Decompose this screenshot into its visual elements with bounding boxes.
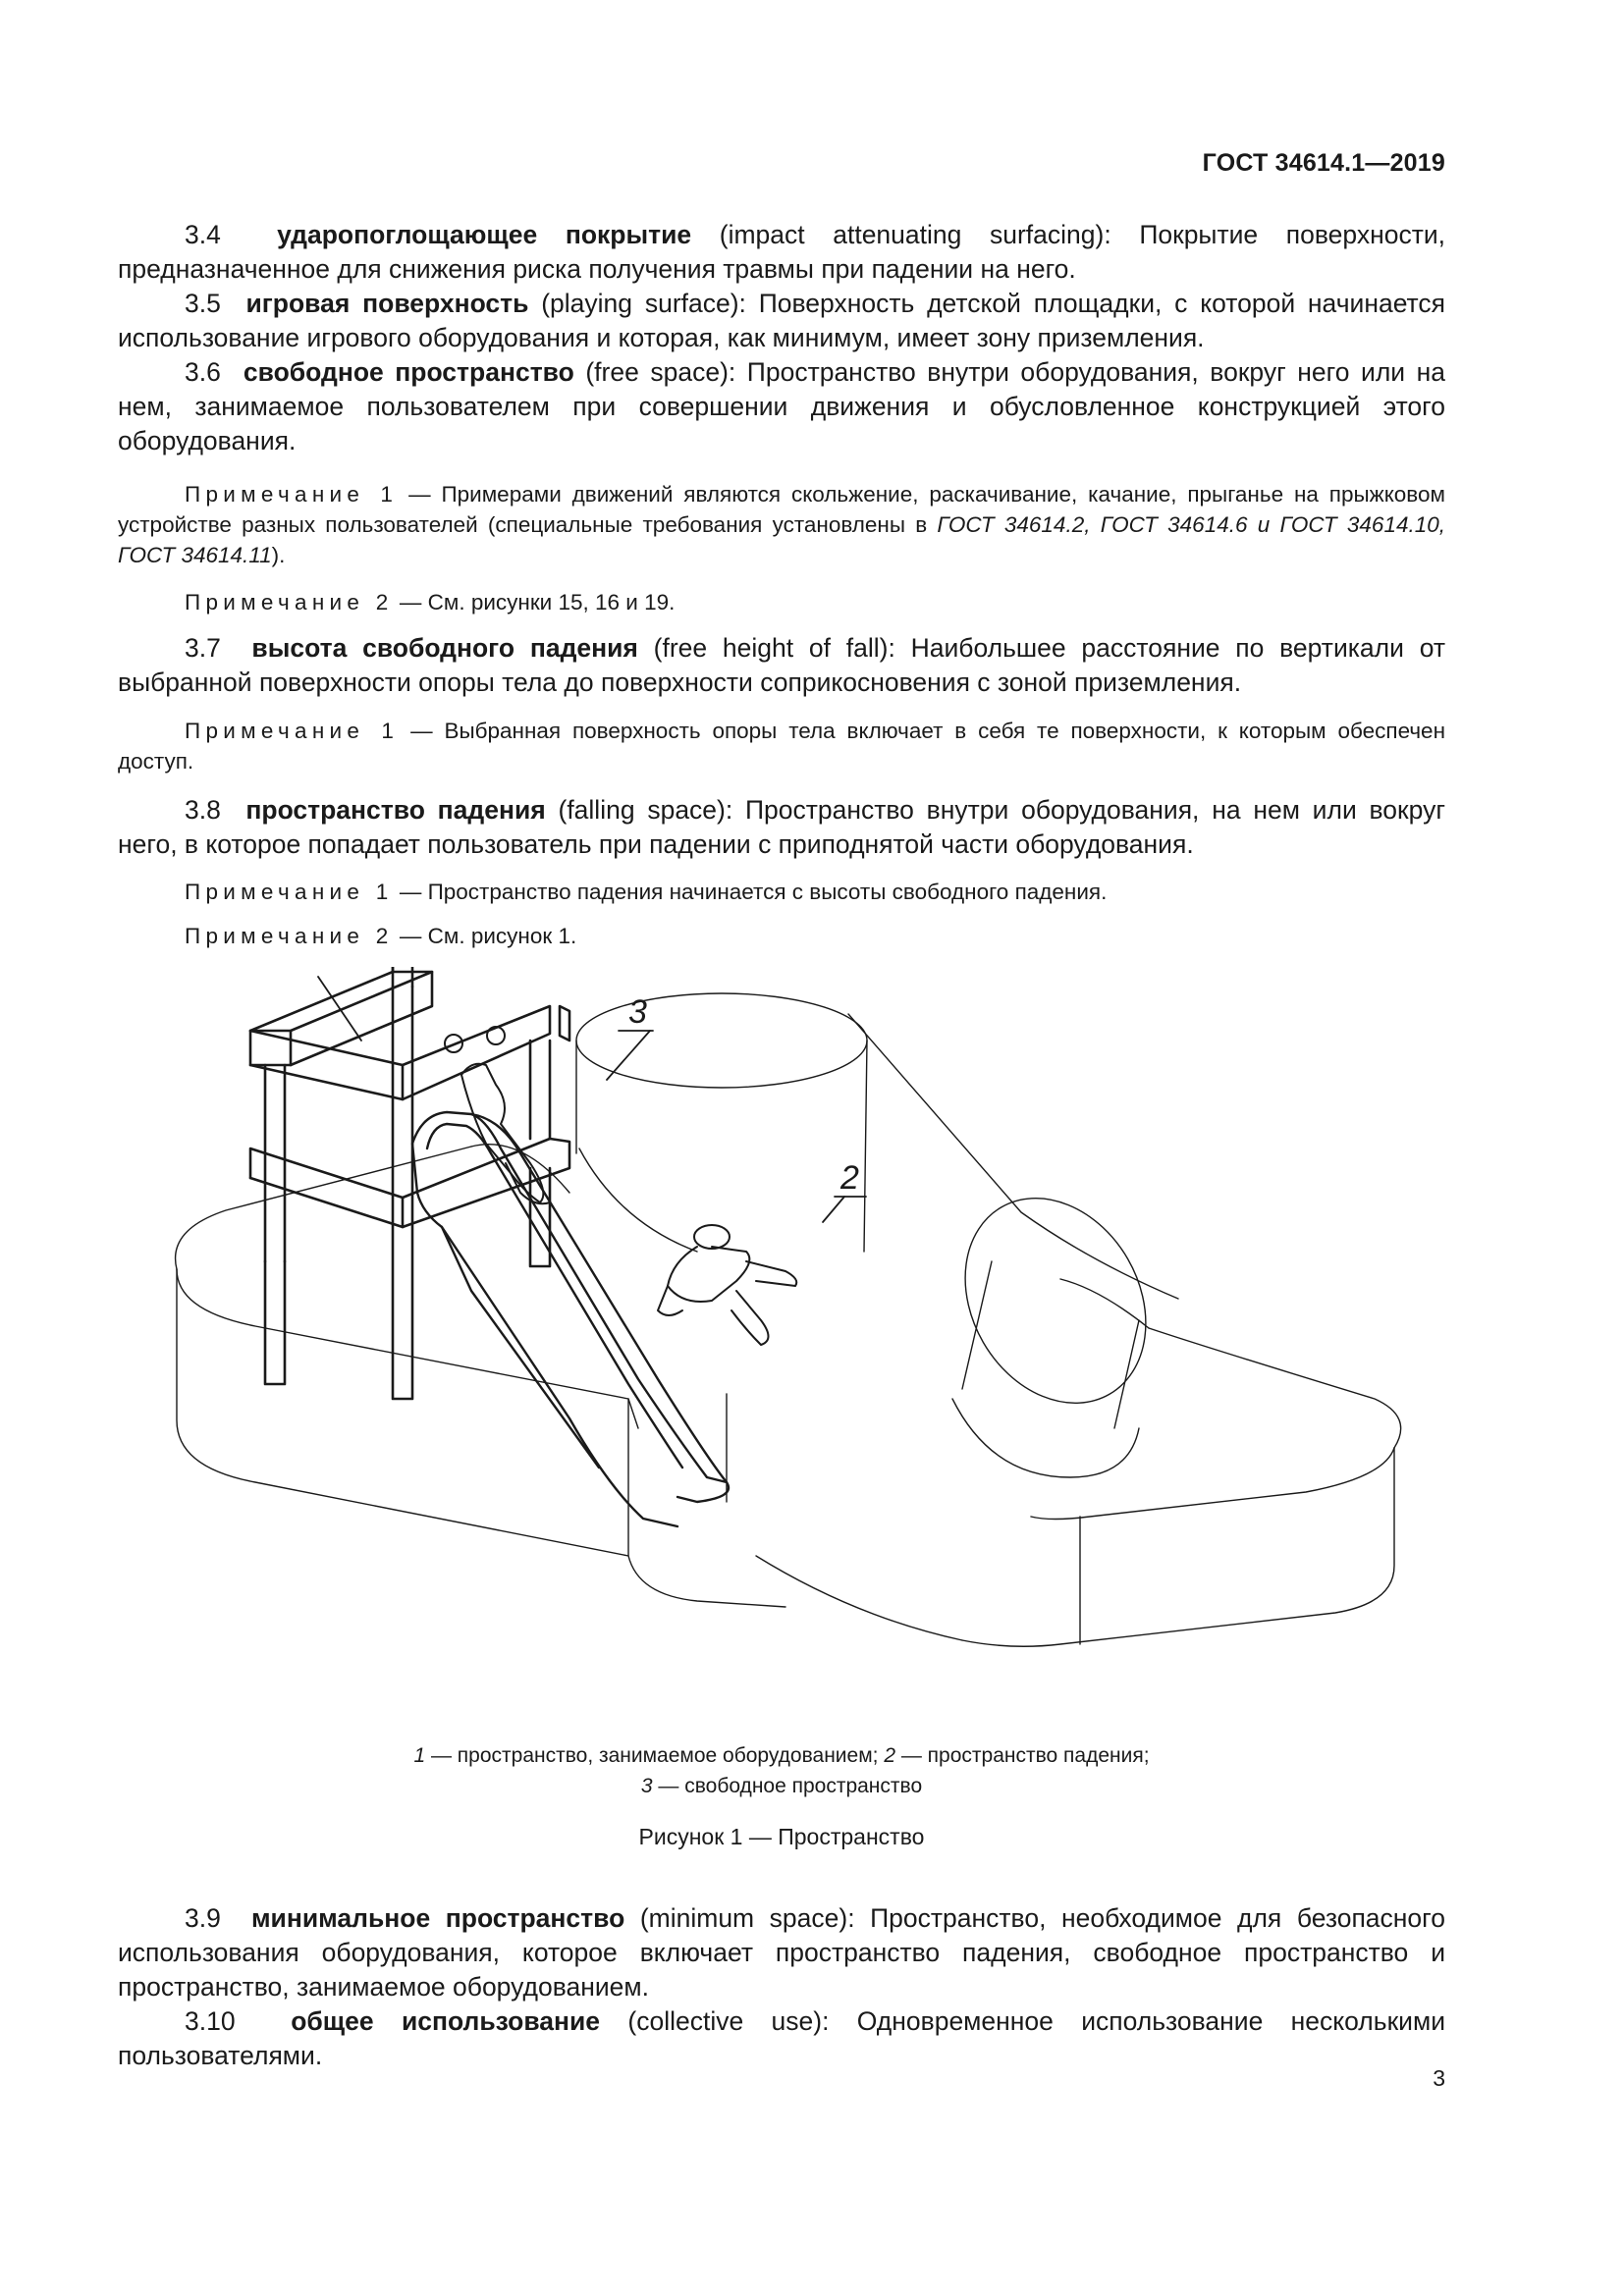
notes-3-6 bbox=[118, 479, 1445, 570]
note-3-6-2: Примечание 2 — См. рисунки 15, 16 и 19. bbox=[185, 590, 676, 614]
section-3-7: 3.7 высота свободного падения (free height of fall): Наибольшее расстояние по вертикали от выбранной поверхности опоры тела до поверхности соприкосновения с зоной приземления. bbox=[118, 633, 1445, 697]
notes-3-6-2 bbox=[118, 587, 1445, 617]
figure-1-drawing bbox=[147, 967, 1404, 1693]
section-3-8-block bbox=[118, 793, 1445, 862]
note-3-8-2: Примечание 2 — См. рисунок 1. bbox=[185, 924, 577, 948]
section-3-4: 3.4 ударопоглощающее покрытие (impact attenuating surfacing): Покрытие поверхности, предназначенное для снижения риска получения травмы при падении на него. bbox=[118, 220, 1445, 284]
section-3-7-block bbox=[118, 631, 1445, 700]
callout-3: 3 bbox=[628, 993, 647, 1031]
term: ударопоглощающее покрытие bbox=[277, 220, 692, 249]
legend-line-2: 3 — свободное пространство bbox=[640, 1775, 923, 1797]
term: пространство падения bbox=[245, 795, 546, 825]
note-3-8-2-block bbox=[118, 921, 1445, 951]
section-3-8: 3.8 пространство падения (falling space): Пространство внутри оборудования, на нем или вокруг него, в которое попадает пользователь при падении с приподнятой части оборудования. bbox=[118, 795, 1445, 859]
term: общее использование bbox=[291, 2006, 601, 2036]
falling-space-outline bbox=[176, 1145, 1401, 1647]
section-3-10: 3.10 общее использование (collective use): Одновременное использование несколькими пользователями. bbox=[118, 2006, 1445, 2070]
notes-3-7 bbox=[118, 716, 1445, 776]
section-3-9: 3.9 минимальное пространство (minimum space): Пространство, необходимое для безопасного использования оборудования, которое включает пространство падения, свободное пространство и пространство, занимаемое оборудованием. bbox=[118, 1903, 1445, 2002]
term: высота свободного падения bbox=[251, 633, 638, 663]
note-3-8-1-block bbox=[118, 877, 1445, 907]
legend-line-1: 1 — пространство, занимаемое оборудованием; 2 — пространство падения; bbox=[413, 1744, 1150, 1767]
note-3-6-1: Примечание 1 — Примерами движений являются скольжение, раскачивание, качание, прыганье на прыжковом устройстве разных пользователей (специальные требования установлены в ГОСТ 34614.2, ГОСТ 34614.6 и ГОСТ 34614.10, ГОСТ 34614.11). bbox=[118, 482, 1445, 567]
section-3-6: 3.6 свободное пространство (free space): Пространство внутри оборудования, вокруг него или на нем, занимаемое пользователем при совершении движения и обусловленное конструкцией этого оборудования. bbox=[118, 357, 1446, 455]
page-number: 3 bbox=[1433, 2065, 1445, 2091]
sections-bottom bbox=[118, 1901, 1445, 2073]
term: минимальное пространство bbox=[250, 1903, 625, 1933]
note-3-7-1: Примечание 1 — Выбранная поверхность опоры тела включает в себя те поверхности, к которым обеспечен доступ. bbox=[118, 719, 1445, 774]
callout-2: 2 bbox=[840, 1159, 859, 1197]
callout-lines bbox=[304, 967, 866, 1222]
section-3-5: 3.5 игровая поверхность (playing surface): Поверхность детской площадки, с которой начинается использование игрового оборудования и которая, как минимум, имеет зону приземления. bbox=[118, 289, 1445, 352]
term: свободное пространство bbox=[243, 357, 574, 387]
standard-code: ГОСТ 34614.1—2019 bbox=[1202, 149, 1445, 177]
free-space-outline bbox=[576, 993, 1182, 1477]
figure-legend bbox=[118, 1740, 1445, 1801]
sections-top bbox=[118, 218, 1445, 458]
figure-title: Рисунок 1 — Пространство bbox=[638, 1824, 925, 1849]
note-3-8-1: Примечание 1 — Пространство падения начинается с высоты свободного падения. bbox=[185, 880, 1108, 904]
term: игровая поверхность bbox=[245, 289, 529, 318]
